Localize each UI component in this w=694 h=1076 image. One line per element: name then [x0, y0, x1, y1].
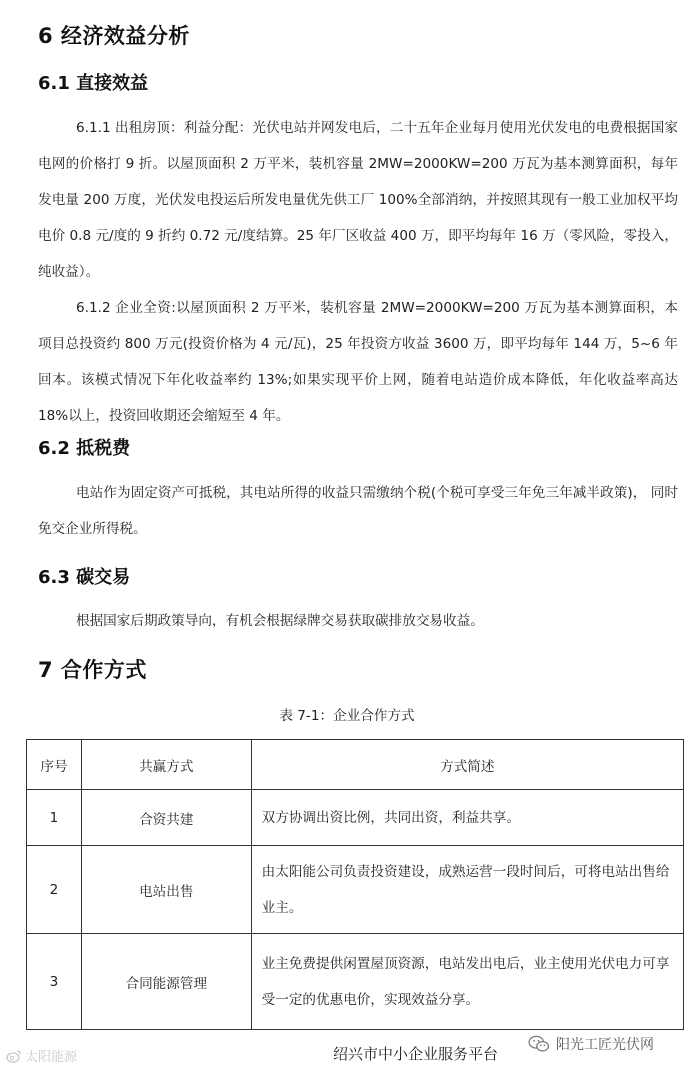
weibo-icon [6, 1049, 22, 1063]
footer-platform-name: 绍兴市中小企业服务平台 [333, 1045, 499, 1063]
row-no: 1 [27, 790, 82, 846]
table-caption: 表 7-1：企业合作方式 [279, 708, 415, 724]
heading-section-6: 6 经济效益分析 [38, 24, 190, 48]
header-desc: 方式简述 [251, 740, 683, 790]
row-mode: 合资共建 [81, 790, 251, 846]
heading-section-6-1: 6.1 直接效益 [38, 73, 149, 94]
heading-section-7: 7 合作方式 [38, 658, 147, 682]
row-no: 2 [27, 846, 82, 934]
paragraph-6-2: 电站作为固定资产可抵税，其电站所得的收益只需缴纳个税(个税可享受三年免三年减半政策)， 同时免交企业所得税。 [38, 485, 678, 537]
wechat-icon [528, 1035, 550, 1053]
header-no: 序号 [27, 740, 82, 790]
watermark-right [528, 1034, 654, 1054]
header-mode: 共赢方式 [81, 740, 251, 790]
row-mode: 合同能源管理 [81, 934, 251, 1030]
table-row [27, 846, 684, 934]
table-row [27, 934, 684, 1030]
watermark-right-text: 阳光工匠光伏网 [556, 1037, 654, 1053]
cooperation-table [26, 739, 684, 1030]
row-mode: 电站出售 [81, 846, 251, 934]
paragraph-6-1-2: 6.1.2 企业全资:以屋顶面积 2 万平米，装机容量 2MW=2000KW=200 万瓦为基本测算面积，本项目总投资约 800 万元(投资价格为 4 元/瓦)，25 年投资方收益 3600 万，即平均每年 144 万，5~6 年回本。该模式情况下年化收益率约 13%;如果实现平价上网，随着电站造价成本降低，年化收益率高达 18%以上，投资回收期还会缩短至 4 年。 [38, 300, 678, 424]
watermark-left [6, 1046, 77, 1065]
row-no: 3 [27, 934, 82, 1030]
section-6-2-body [38, 475, 678, 547]
table-header-row [27, 740, 684, 790]
heading-section-6-3: 6.3 碳交易 [38, 567, 131, 588]
row-desc: 业主免费提供闲置屋顶资源，电站发出电后，业主使用光伏电力可享受一定的优惠电价，实现效益分享。 [251, 934, 683, 1030]
section-6-3-body [38, 603, 678, 639]
heading-section-6-2: 6.2 抵税费 [38, 438, 131, 459]
paragraph-6-3: 根据国家后期政策导向，有机会根据绿牌交易获取碳排放交易收益。 [76, 613, 484, 629]
section-6-1-body [38, 110, 678, 434]
row-desc: 由太阳能公司负责投资建设，成熟运营一段时间后，可将电站出售给业主。 [251, 846, 683, 934]
watermark-left-text: 太阳能源 [25, 1050, 78, 1065]
paragraph-6-1-1: 6.1.1 出租房顶：利益分配：光伏电站并网发电后，二十五年企业每月使用光伏发电的电费根据国家电网的价格打 9 折。以屋顶面积 2 万平米，装机容量 2MW=2000KW=200 万瓦为基本测算面积，每年发电量 200 万度，光伏发电投运后所发电量优先供工厂 100%全部消纳，并按照其现有一般工业加权平均电价 0.8 元/度的 9 折约 0.72 元/度结算。25 年厂区收益 400 万，即平均每年 16 万（零风险，零投入，纯收益）。 [38, 120, 678, 280]
table-row [27, 790, 684, 846]
row-desc: 双方协调出资比例，共同出资，利益共享。 [251, 790, 683, 846]
